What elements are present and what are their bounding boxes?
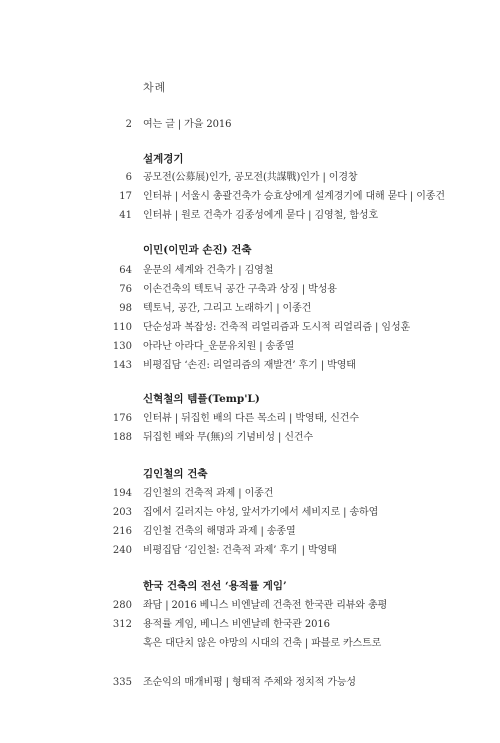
entry-title: 운문의 세계와 건축가 | 김영철 <box>143 265 274 276</box>
entry-title: 좌담 | 2016 베니스 비엔날레 건축전 한국관 리뷰와 총평 <box>143 600 388 611</box>
toc-entry[interactable] <box>0 543 500 559</box>
toc-entry[interactable] <box>0 208 500 224</box>
entry-title: 이손건축의 텍토닉 공간 구축과 상징 | 박성용 <box>143 284 337 295</box>
entry-title: 공모전(公募展)인가, 공모전(共謀戰)인가 | 이경창 <box>143 172 358 183</box>
toc-entry[interactable] <box>0 282 500 298</box>
toc-entry[interactable] <box>0 358 500 374</box>
page-number: 335 <box>112 677 132 688</box>
toc-entry[interactable] <box>0 675 500 691</box>
section-heading: 신혁철의 템플(Temp'L) <box>143 393 260 405</box>
entry-title: 비평집담 ‘김인철: 건축적 과제’ 후기 | 박영태 <box>143 545 337 556</box>
toc-entry[interactable] <box>0 411 500 427</box>
page-number: 203 <box>112 507 132 518</box>
section-heading: 설계경기 <box>143 153 184 165</box>
entry-title: 혹은 대단치 않은 야망의 시대의 건축 | 파블로 카스트로 <box>143 638 382 649</box>
toc-entry[interactable] <box>0 598 500 614</box>
entry-title: 조순익의 매개비평 | 형태적 주체와 정치적 가능성 <box>143 677 356 688</box>
page-number: 110 <box>112 322 132 333</box>
page-number: 76 <box>119 284 132 295</box>
page-number: 143 <box>112 360 132 371</box>
toc-entry[interactable] <box>0 486 500 502</box>
page-number: 17 <box>119 191 132 202</box>
entry-title: 텍토닉, 공간, 그리고 노래하기 | 이종건 <box>143 303 312 314</box>
entry-title: 김인철 건축의 해명과 과제 | 송종열 <box>143 526 296 537</box>
toc-entry[interactable] <box>0 189 500 205</box>
toc-entry[interactable] <box>0 430 500 446</box>
toc-entry[interactable] <box>0 339 500 355</box>
page-number: 240 <box>112 545 132 556</box>
toc-entry[interactable] <box>0 524 500 540</box>
toc-entry[interactable] <box>0 617 500 633</box>
toc-entry[interactable] <box>0 505 500 521</box>
entry-title: 비평집담 ‘손진: 리얼리즘의 재발견’ 후기 | 박영태 <box>143 360 356 371</box>
page-number: 216 <box>112 526 132 537</box>
toc-entry[interactable] <box>0 301 500 317</box>
page-number: 130 <box>112 341 132 352</box>
toc-entry[interactable] <box>0 320 500 336</box>
entry-title: 인터뷰 | 서울시 총괄건축가 승효상에게 설계경기에 대해 묻다 | 이종건 <box>143 191 445 202</box>
entry-title: 여는 글 | 가을 2016 <box>143 119 232 130</box>
section-heading: 이민(이민과 손진) 건축 <box>143 244 252 256</box>
entry-title: 아라난 아라다_운문유치원 | 송종열 <box>143 341 295 352</box>
page-number: 2 <box>125 119 132 130</box>
entry-title: 뒤집힌 배와 무(無)의 기념비성 | 신건수 <box>143 432 314 443</box>
entry-title: 인터뷰 | 뒤집힌 배의 다른 목소리 | 박영태, 신건수 <box>143 413 359 424</box>
page-number: 280 <box>112 600 132 611</box>
page-title: 차례 <box>143 81 167 94</box>
page-number: 176 <box>112 413 132 424</box>
page-number: 41 <box>119 210 132 221</box>
toc-entry-continuation[interactable] <box>0 636 500 652</box>
page-number: 6 <box>125 172 132 183</box>
entry-title: 용적률 게임, 베니스 비엔날레 한국관 2016 <box>143 619 330 630</box>
page-number: 188 <box>112 432 132 443</box>
entry-title: 단순성과 복잡성: 건축적 리얼리즘과 도시적 리얼리즘 | 임성훈 <box>143 322 411 333</box>
toc-entry[interactable] <box>0 117 500 133</box>
toc-entry[interactable] <box>0 263 500 279</box>
page-number: 64 <box>119 265 132 276</box>
page-number: 194 <box>112 488 132 499</box>
toc-entry[interactable] <box>0 170 500 186</box>
section-heading: 김인철의 건축 <box>143 468 208 480</box>
page-number: 312 <box>112 619 132 630</box>
page-number: 98 <box>119 303 132 314</box>
section-heading: 한국 건축의 전선 ‘용적률 게임’ <box>143 580 287 592</box>
entry-title: 김인철의 건축적 과제 | 이종건 <box>143 488 274 499</box>
entry-title: 인터뷰 | 원로 건축가 김종성에게 묻다 | 김영철, 함성호 <box>143 210 379 221</box>
entry-title: 집에서 길러지는 야성, 앞서가기에서 세비지로 | 송하엽 <box>143 507 379 518</box>
